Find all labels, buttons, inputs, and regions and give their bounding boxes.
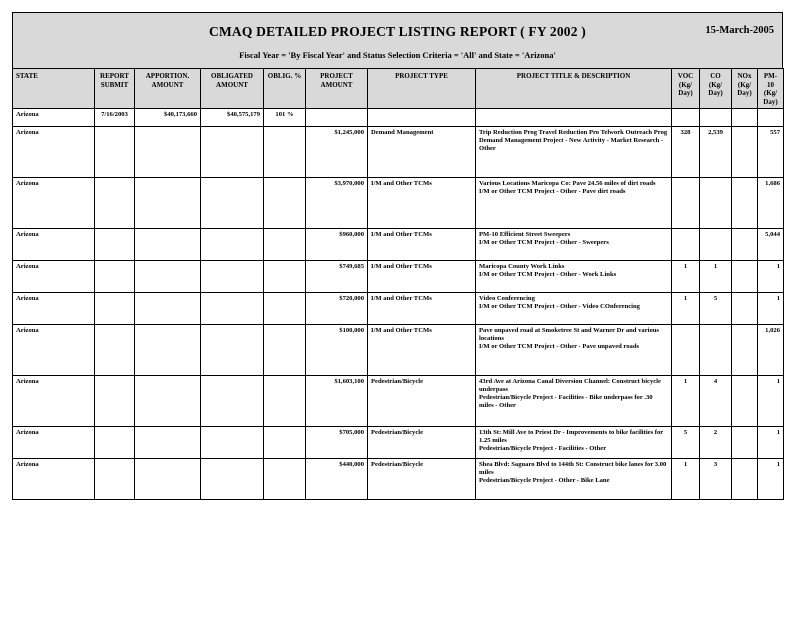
table-row — [13, 427, 784, 459]
empty-cell — [476, 109, 672, 127]
cell-project-amount: $749,685 — [306, 261, 368, 293]
cell-nox — [732, 376, 758, 427]
cell-state: Arizona — [13, 427, 95, 459]
cell-report-submit — [95, 178, 135, 229]
cell-oblig-pct — [264, 229, 306, 261]
table-header-row — [13, 69, 784, 109]
cell-project-description: Maricopa County Work Links I/M or Other TCM Project - Other - Work Links — [476, 261, 672, 293]
table-row — [13, 459, 784, 500]
summary-apportion: $40,173,660 — [135, 109, 201, 127]
cell-co: 2 — [700, 427, 732, 459]
cell-obligated — [201, 459, 264, 500]
col-co: CO (Kg/ Day) — [700, 69, 732, 109]
cell-pm10: 1,686 — [758, 178, 784, 229]
cell-nox — [732, 293, 758, 325]
cell-nox — [732, 178, 758, 229]
cell-project-description: Video Conferencing I/M or Other TCM Project - Other - Video COnferencing — [476, 293, 672, 325]
cell-voc: 5 — [672, 427, 700, 459]
cell-oblig-pct — [264, 325, 306, 376]
cell-report-submit — [95, 229, 135, 261]
col-project-amount: PROJECT AMOUNT — [306, 69, 368, 109]
cell-apportion — [135, 427, 201, 459]
cell-oblig-pct — [264, 293, 306, 325]
cell-project-type: I/M and Other TCMs — [368, 229, 476, 261]
col-pm10: PM-10 (Kg/ Day) — [758, 69, 784, 109]
cell-apportion — [135, 459, 201, 500]
cell-obligated — [201, 229, 264, 261]
table-row — [13, 325, 784, 376]
summary-report-submit: 7/16/2003 — [95, 109, 135, 127]
cell-apportion — [135, 325, 201, 376]
cell-report-submit — [95, 127, 135, 178]
cell-project-description: Pave unpaved road at Smoketree St and Warner Dr and various locations I/M or Other TCM Project - Other - Pave unpaved roads — [476, 325, 672, 376]
cell-project-description: 43rd Ave at Arizona Canal Diversion Channel: Construct bicycle underpass Pedestrian/Bicycle Project - Facilities - Bike underpass for .30 miles - Other — [476, 376, 672, 427]
report-date: 15-March-2005 — [705, 25, 774, 36]
cell-project-type: Pedestrian/Bicycle — [368, 376, 476, 427]
cell-nox — [732, 127, 758, 178]
cell-nox — [732, 229, 758, 261]
empty-cell — [700, 109, 732, 127]
col-project-title: PROJECT TITLE & DESCRIPTION — [476, 69, 672, 109]
project-table — [12, 68, 784, 500]
cell-report-submit — [95, 325, 135, 376]
empty-cell — [732, 109, 758, 127]
cell-report-submit — [95, 261, 135, 293]
cell-state: Arizona — [13, 127, 95, 178]
cell-oblig-pct — [264, 459, 306, 500]
cell-project-type: Pedestrian/Bicycle — [368, 427, 476, 459]
cell-pm10: 1 — [758, 261, 784, 293]
cell-report-submit — [95, 427, 135, 459]
table-row — [13, 127, 784, 178]
cell-oblig-pct — [264, 376, 306, 427]
table-row — [13, 261, 784, 293]
cell-state: Arizona — [13, 261, 95, 293]
summary-obligated: $40,575,179 — [201, 109, 264, 127]
cell-co: 1 — [700, 261, 732, 293]
cell-nox — [732, 325, 758, 376]
cell-pm10: 5,044 — [758, 229, 784, 261]
cell-co: 4 — [700, 376, 732, 427]
col-project-type: PROJECT TYPE — [368, 69, 476, 109]
cell-apportion — [135, 229, 201, 261]
cell-project-amount: $1,603,100 — [306, 376, 368, 427]
cell-pm10: 557 — [758, 127, 784, 178]
cell-oblig-pct — [264, 178, 306, 229]
cell-project-amount: $960,000 — [306, 229, 368, 261]
cell-voc: 1 — [672, 261, 700, 293]
cell-co: 3 — [700, 459, 732, 500]
selection-criteria: Fiscal Year = 'By Fiscal Year' and Status Selection Criteria = 'All' and State = 'Arizona' — [239, 50, 556, 60]
cell-report-submit — [95, 459, 135, 500]
summary-oblig-pct: 101 % — [264, 109, 306, 127]
table-row — [13, 229, 784, 261]
summary-state: Arizona — [13, 109, 95, 127]
cell-project-description: Various Locations Maricopa Co: Pave 24.56 miles of dirt roads I/M or Other TCM Project - Other - Pave dirt roads — [476, 178, 672, 229]
cell-state: Arizona — [13, 178, 95, 229]
cell-project-amount: $3,970,000 — [306, 178, 368, 229]
cell-state: Arizona — [13, 376, 95, 427]
cell-nox — [732, 459, 758, 500]
cell-state: Arizona — [13, 229, 95, 261]
table-row — [13, 376, 784, 427]
cell-pm10: 1 — [758, 293, 784, 325]
cell-project-type: I/M and Other TCMs — [368, 261, 476, 293]
cell-project-type: I/M and Other TCMs — [368, 293, 476, 325]
report-title: CMAQ DETAILED PROJECT LISTING REPORT ( FY 2002 ) — [209, 24, 586, 39]
col-voc: VOC (Kg/ Day) — [672, 69, 700, 109]
cell-voc — [672, 178, 700, 229]
cell-voc — [672, 229, 700, 261]
cell-project-description: PM-10 Efficient Street Sweepers I/M or Other TCM Project - Other - Sweepers — [476, 229, 672, 261]
cell-nox — [732, 427, 758, 459]
cell-state: Arizona — [13, 325, 95, 376]
cell-project-amount: $440,000 — [306, 459, 368, 500]
empty-cell — [306, 109, 368, 127]
cell-report-submit — [95, 376, 135, 427]
report — [12, 12, 783, 500]
cell-obligated — [201, 261, 264, 293]
cell-pm10: 1 — [758, 376, 784, 427]
cell-obligated — [201, 293, 264, 325]
cell-pm10: 1,026 — [758, 325, 784, 376]
cell-co: 5 — [700, 293, 732, 325]
cell-state: Arizona — [13, 459, 95, 500]
table-row — [13, 178, 784, 229]
cell-project-type: Demand Management — [368, 127, 476, 178]
cell-obligated — [201, 325, 264, 376]
cell-pm10: 1 — [758, 459, 784, 500]
cell-project-type: I/M and Other TCMs — [368, 325, 476, 376]
cell-voc: 328 — [672, 127, 700, 178]
col-apportion-amount: APPORTION. AMOUNT — [135, 69, 201, 109]
cell-apportion — [135, 376, 201, 427]
cell-project-amount: $720,000 — [306, 293, 368, 325]
cell-nox — [732, 261, 758, 293]
cell-oblig-pct — [264, 127, 306, 178]
summary-row — [13, 109, 784, 127]
cell-voc: 1 — [672, 459, 700, 500]
cell-co: 2,539 — [700, 127, 732, 178]
cell-obligated — [201, 178, 264, 229]
col-state: STATE — [13, 69, 95, 109]
cell-pm10: 1 — [758, 427, 784, 459]
cell-obligated — [201, 427, 264, 459]
cell-state: Arizona — [13, 293, 95, 325]
cell-oblig-pct — [264, 261, 306, 293]
cell-co — [700, 325, 732, 376]
report-header — [12, 12, 783, 68]
cell-project-amount: $100,000 — [306, 325, 368, 376]
cell-voc: 1 — [672, 293, 700, 325]
col-nox: NOx (Kg/ Day) — [732, 69, 758, 109]
cell-obligated — [201, 127, 264, 178]
cell-project-description: Trip Reduction Prog Travel Reduction Pro Telwork Outreach Prog Demand Management Project - New Activity - Market Research - Other — [476, 127, 672, 178]
empty-cell — [368, 109, 476, 127]
cell-apportion — [135, 293, 201, 325]
table-row — [13, 293, 784, 325]
cell-project-type: I/M and Other TCMs — [368, 178, 476, 229]
cell-project-amount: $705,000 — [306, 427, 368, 459]
col-oblig-pct: OBLIG. % — [264, 69, 306, 109]
cell-voc — [672, 325, 700, 376]
cell-project-description: 13th St: Mill Ave to Priest Dr - Improvements to bike facilities for 1.25 miles Pedestrian/Bicycle Project - Facilities - Other — [476, 427, 672, 459]
cell-apportion — [135, 178, 201, 229]
cell-apportion — [135, 261, 201, 293]
cell-voc: 1 — [672, 376, 700, 427]
empty-cell — [672, 109, 700, 127]
cell-oblig-pct — [264, 427, 306, 459]
empty-cell — [758, 109, 784, 127]
col-obligated-amount: OBLIGATED AMOUNT — [201, 69, 264, 109]
cell-co — [700, 178, 732, 229]
cell-obligated — [201, 376, 264, 427]
cell-apportion — [135, 127, 201, 178]
col-report-submit: REPORT SUBMIT — [95, 69, 135, 109]
cell-project-amount: $1,245,000 — [306, 127, 368, 178]
cell-project-description: Shea Blvd: Saguaro Blvd to 144th St: Construct bike lanes for 3.00 miles Pedestrian/Bicycle Project - Other - Bike Lane — [476, 459, 672, 500]
cell-report-submit — [95, 293, 135, 325]
cell-co — [700, 229, 732, 261]
cell-project-type: Pedestrian/Bicycle — [368, 459, 476, 500]
